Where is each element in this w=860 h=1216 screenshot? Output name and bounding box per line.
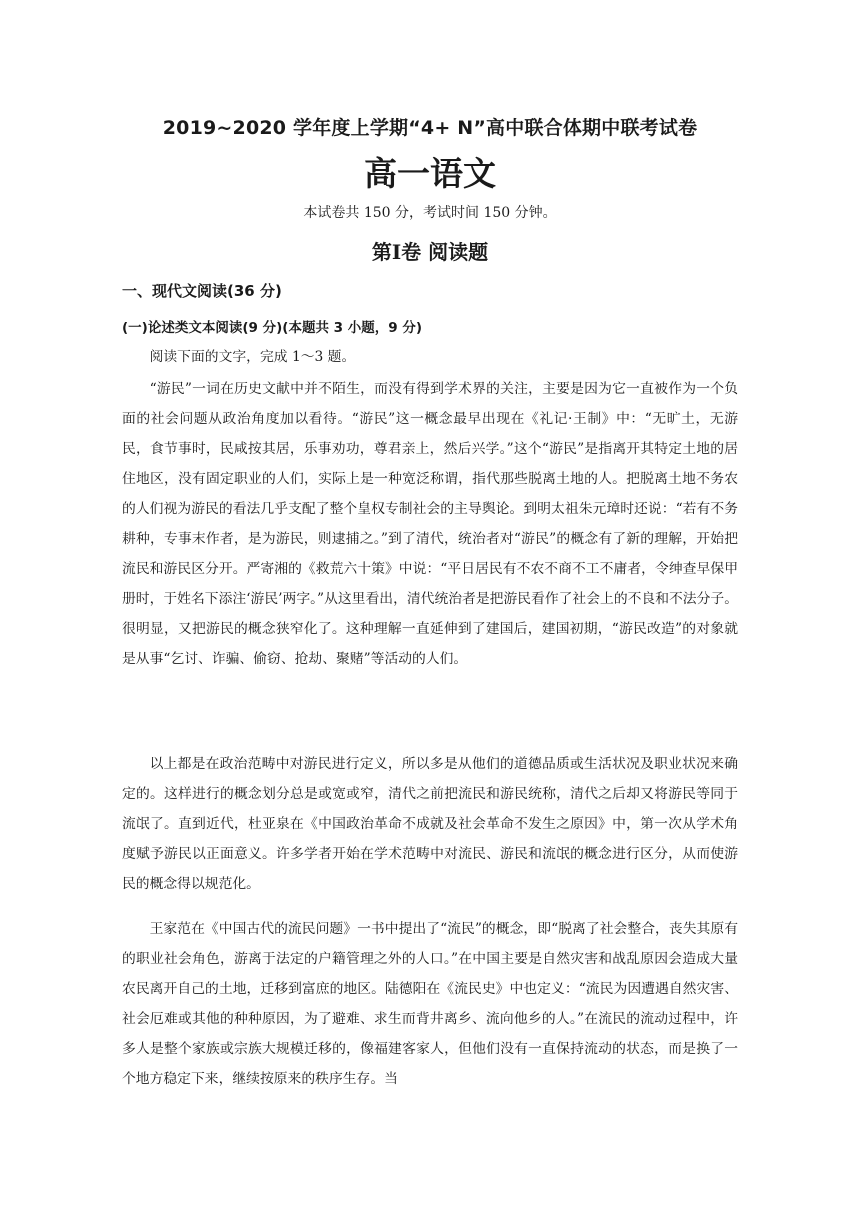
volume-title: 第Ⅰ卷 阅读题 [371,240,489,264]
section-heading: 一、现代文阅读(36 分) [122,282,282,300]
subsection-heading: (一)论述类文本阅读(9 分)(本题共 3 小题，9 分) [122,320,422,336]
passage-paragraph: 王家范在《中国古代的流民问题》一书中提出了“流民”的概念，即“脱离了社会整合，丧失其原有的职业社会角色，游离于法定的户籍管理之外的人口。”在中国主要是自然灾害和战乱原因会造成大量农民离开自己的土地，迁移到富庶的地区。陆德阳在《流民史》中也定义：“流民为因遭遇自然灾害、社会厄难或其他的种种原因，为了避难、求生而背井离乡、流向他乡的人。”在流民的流动过程中，许多人是整个家族或宗族大规模迁移的，像福建客家人，但他们没有一直保持流动的状态，而是换了一个地方稳定下来，继续按原来的秩序生存。当 [122,921,738,1087]
passage-paragraph: “游民”一词在历史文献中并不陌生，而没有得到学术界的关注，主要是因为它一直被作为一个负面的社会问题从政治角度加以看待。“游民”这一概念最早出现在《礼记·王制》中：“无旷土，无游民，食节事时，民咸按其居，乐事劝功，尊君亲上，然后兴学。”这个“游民”是指离开其特定土地的居住地区，没有固定职业的人们，实际上是一种宽泛称谓，指代那些脱离土地的人。把脱离土地不务农的人们视为游民的看法几乎支配了整个皇权专制社会的主导舆论。到明太祖朱元璋时还说：“若有不务耕种，专事末作者，是为游民，则逮捕之。”到了清代，统治者对“游民”的概念有了新的理解，开始把流民和游民区分开。严寄湘的《救荒六十策》中说：“平日居民有不农不商不工不庸者，令绅查早保甲册时，于姓名下添注‘游民’两字。”从这里看出，清代统治者是把游民看作了社会上的不良和不法分子。很明显，又把游民的概念狭窄化了。这种理解一直延伸到了建国后，建国初期，“游民改造”的对象就是从事“乞讨、诈骗、偷窃、抢劫、聚赌”等活动的人们。 [122,381,738,667]
passage-paragraph: 以上都是在政治范畴中对游民进行定义，所以多是从他们的道德品质或生活状况及职业状况来确定的。这样进行的概念划分总是或宽或窄，清代之前把流民和游民统称，清代之后却又将游民等同于流氓了。直到近代，杜亚泉在《中国政治革命不成就及社会革命不发生之原因》中，第一次从学术角度赋予游民以正面意义。许多学者开始在学术范畴中对流民、游民和流氓的概念进行区分，从而使游民的概念得以规范化。 [122,756,738,892]
subject-title: 高一语文 [364,154,496,193]
exam-title: 2019~2020 学年度上学期“4+ N”高中联合体期中联考试卷 [162,117,698,139]
exam-info: 本试卷共 150 分，考试时间 150 分钟。 [303,205,557,221]
reading-instruction: 阅读下面的文字，完成 1～3 题。 [149,349,356,365]
